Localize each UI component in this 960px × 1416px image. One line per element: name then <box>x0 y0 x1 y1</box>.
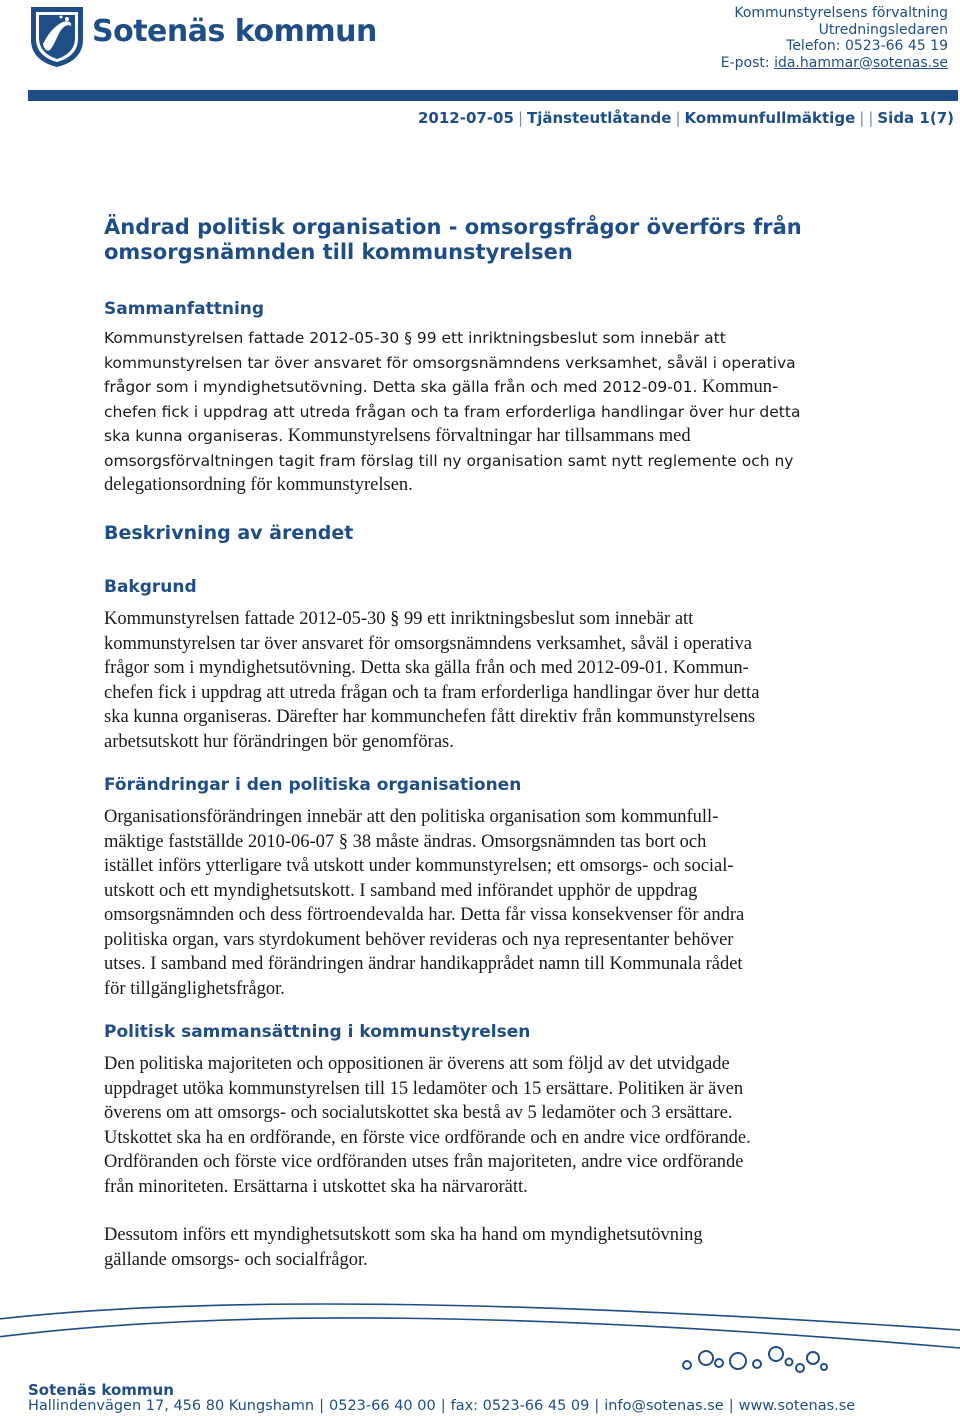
extra-paragraph: Dessutom införs ett myndighetsutskott som ska ha hand om myndighetsutövning gällande omsorgs- och socialfrågor. <box>104 1225 703 1270</box>
changes-paragraph: Organisationsförändringen innebär att den politiska organisation som kommunfull- mäktige fastställde 2010-06-07 § 38 måste ändras. Omsorgsnämnden tas bort och istället införs ytterligare två utskott under kommunstyrelsen; ett omsorgs- och social- utskott och ett myndighetsutskott. I samband med införandet upphör de uppdrag omsorgsnämnden och dess förtroendevalda har. Detta får vissa konsekvenser för andra politiska organ, vars styrdokument behöver revideras och nya representanter behöver utses. I samband med förändringen ändrar handikapprådet namn till Kommunala rådet för tillgänglighetsfrågor. <box>104 807 745 999</box>
header-rule <box>28 90 958 101</box>
background-paragraph: Kommunstyrelsen fattade 2012-05-30 § 99 ett inriktningsbeslut som innebär att kommunstyrelsen tar över ansvaret för omsorgsnämndens verksamhet, såväl i operativa frågor som i myndighetsutövning. Detta ska gälla från och med 2012-09-01. Kommun- chefen fick i uppdrag att utreda frågan och ta fram erforderliga handlingar över hur detta ska kunna organiseras. Därefter har kommunchefen fått direktiv från kommunstyrelsens arbetsutskott hur förändringen bör genomföras. <box>104 609 760 752</box>
contact-email-row <box>721 55 948 72</box>
meta-date: 2012-07-05 <box>417 109 514 127</box>
footer-wave-decoration <box>0 1290 960 1390</box>
footer-org-name: Sotenäs kommun <box>28 1381 174 1399</box>
footer-email[interactable]: info@sotenas.se <box>604 1398 724 1414</box>
background-heading: Bakgrund <box>104 577 197 597</box>
description-heading: Beskrivning av ärendet <box>104 522 354 544</box>
org-name: Sotenäs kommun <box>92 14 377 49</box>
summary-paragraph: Kommunstyrelsen fattade 2012-05-30 § 99 ett inriktningsbeslut som innebär att kommunstyrelsen tar över ansvaret för omsorgsnämndens verksamhet, såväl i operativa frågor som i myndighetsutövning. Detta ska gälla från och med 2012-09-01. Kommun- chefen fick i uppdrag att utreda frågan och ta fram erforderliga handlingar över hur detta ska kunna organiseras. Kommunstyrelsens förvaltningar har tillsammans med omsorgsförvaltningen tagit fram förslag till ny organisation samt nytt reglemente och ny delegationsordning för kommunstyrelsen. <box>104 329 801 495</box>
meta-page: Sida 1(7) <box>877 109 954 127</box>
footer-contact-line: Hallindenvägen 17, 456 80 Kungshamn | 0523-66 40 00 | fax: 0523-66 45 09 | info@sotenas.se | www.sotenas.se <box>28 1398 856 1414</box>
footer-web[interactable]: www.sotenas.se <box>738 1398 856 1414</box>
email-label: E-post: <box>720 54 770 71</box>
footer-fax: fax: 0523-66 45 09 <box>450 1398 590 1414</box>
meta-doc-type: Tjänsteutlåtande <box>527 109 672 127</box>
composition-heading: Politisk sammansättning i kommunstyrelsen <box>104 1022 531 1042</box>
composition-paragraph: Den politiska majoriteten och oppositionen är överens att som följd av det utvidgade uppdraget utöka kommunstyrelsen till 15 ledamöter och 15 ersättare. Politiken är även överens om att omsorgs- och socialutskottet ska bestå av 5 ledamöter och 3 ersättare. Utskottet ska ha en ordförande, en förste vice ordförande och en andre vice ordförande. Ordföranden och förste vice ordföranden utses från majoriteten, andre vice ordförande från minoriteten. Ersättarna i utskottet ska ha närvarorätt. <box>104 1054 751 1197</box>
summary-heading: Sammanfattning <box>104 299 265 319</box>
footer-address: Hallindenvägen 17, 456 80 Kungshamn <box>28 1398 315 1414</box>
contact-phone: Telefon: 0523-66 45 19 <box>786 38 948 54</box>
email-link[interactable]: ida.hammar@sotenas.se <box>774 54 948 71</box>
contact-department: Kommunstyrelsens förvaltning <box>734 5 948 21</box>
municipality-crest-logo <box>28 4 86 68</box>
meta-recipient: Kommunfullmäktige <box>684 109 856 127</box>
contact-role: Utredningsledaren <box>818 21 948 38</box>
document-title: Ändrad politisk organisation - omsorgsfrågor överförs från omsorgsnämnden till kommunstyrelsen <box>104 215 802 264</box>
changes-heading: Förändringar i den politiska organisationen <box>104 775 522 795</box>
document-meta: 2012-07-05 | Tjänsteutlåtande | Kommunfullmäktige | | Sida 1(7) <box>417 109 954 127</box>
contact-block <box>721 5 948 71</box>
footer-phone: 0523-66 40 00 <box>329 1398 436 1414</box>
